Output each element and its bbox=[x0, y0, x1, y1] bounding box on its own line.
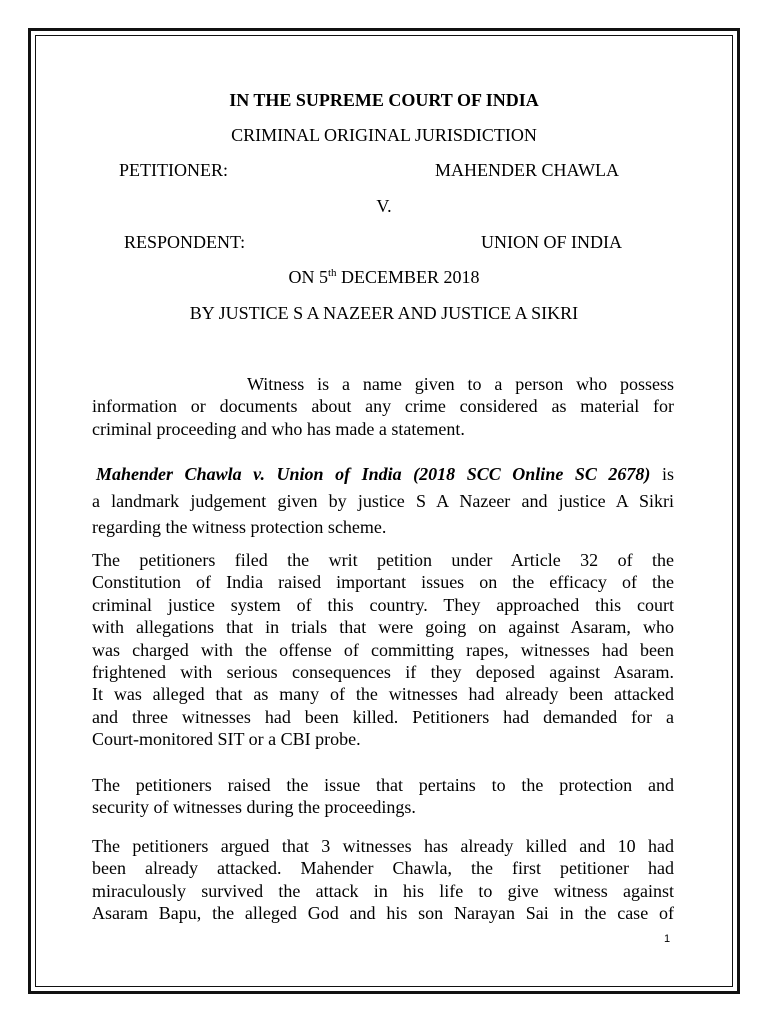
paragraph-1 bbox=[92, 373, 674, 440]
p1-line-2: information or documents about any crime considered as material for bbox=[92, 396, 674, 417]
petitioner-name: MAHENDER CHAWLA bbox=[435, 160, 620, 180]
p3-line-4: with allegations that in trials that were going on against Asaram, who bbox=[92, 617, 674, 638]
paragraph-5 bbox=[92, 835, 674, 925]
p3-line-2: Constitution of India raised important issues on the efficacy of the bbox=[92, 572, 674, 593]
p2-line-2: a landmark judgement given by justice S A Nazeer and justice A Sikri bbox=[92, 490, 674, 511]
respondent-label: RESPONDENT: bbox=[124, 232, 246, 252]
court-title: IN THE SUPREME COURT OF INDIA bbox=[229, 90, 539, 110]
date-suffix: th bbox=[327, 267, 337, 279]
petitioner-label: PETITIONER: bbox=[119, 160, 228, 180]
paragraph-4 bbox=[92, 774, 674, 819]
page-number: 1 bbox=[664, 933, 671, 945]
p3-line-3: criminal justice system of this country. They approached this court bbox=[92, 594, 674, 615]
paragraph-2 bbox=[92, 461, 674, 541]
p3-line-6: frightened with serious consequences if they deposed against Asaram. bbox=[92, 662, 674, 683]
p3-line-8: and three witnesses had been killed. Petitioners had demanded for a bbox=[92, 706, 674, 727]
p5-line-3: miraculously survived the attack in his life to give witness against bbox=[92, 880, 674, 901]
p5-line-1: The petitioners argued that 3 witnesses has already killed and 10 had bbox=[92, 836, 674, 856]
versus: V. bbox=[376, 196, 392, 216]
case-citation: Mahender Chawla v. Union of India (2018 SCC Online SC 2678) bbox=[96, 464, 651, 484]
p2-line-3: regarding the witness protection scheme. bbox=[92, 517, 387, 537]
p5-line-2: been already attacked. Mahender Chawla, the first petitioner had bbox=[92, 858, 674, 879]
p4-line-1: The petitioners raised the issue that pertains to the protection and bbox=[92, 775, 674, 795]
judgement-date bbox=[0, 266, 768, 288]
paragraph-3 bbox=[92, 549, 674, 751]
p5-line-4: Asaram Bapu, the alleged God and his son Narayan Sai in the case of bbox=[92, 903, 674, 924]
date-prefix: ON 5 bbox=[288, 267, 328, 287]
p1-line-3: criminal proceeding and who has made a statement. bbox=[92, 418, 465, 439]
bench: BY JUSTICE S A NAZEER AND JUSTICE A SIKRI bbox=[189, 303, 579, 323]
p3-line-1: The petitioners filed the writ petition under Article 32 of the bbox=[92, 550, 674, 570]
date-rest: DECEMBER 2018 bbox=[336, 267, 480, 287]
p3-line-9: Court-monitored SIT or a CBI probe. bbox=[92, 729, 361, 750]
p4-line-2: security of witnesses during the proceedings. bbox=[92, 797, 416, 818]
respondent-name: UNION OF INDIA bbox=[481, 232, 622, 252]
jurisdiction-title: CRIMINAL ORIGINAL JURISDICTION bbox=[231, 125, 537, 145]
p1-line-1: Witness is a name given to a person who possess bbox=[247, 374, 674, 394]
p2-is: is bbox=[650, 464, 674, 484]
p3-line-5: was charged with the offense of committing rapes, witnesses had been bbox=[92, 639, 674, 660]
p3-line-7: It was alleged that as many of the witnesses had already been attacked bbox=[92, 684, 674, 705]
